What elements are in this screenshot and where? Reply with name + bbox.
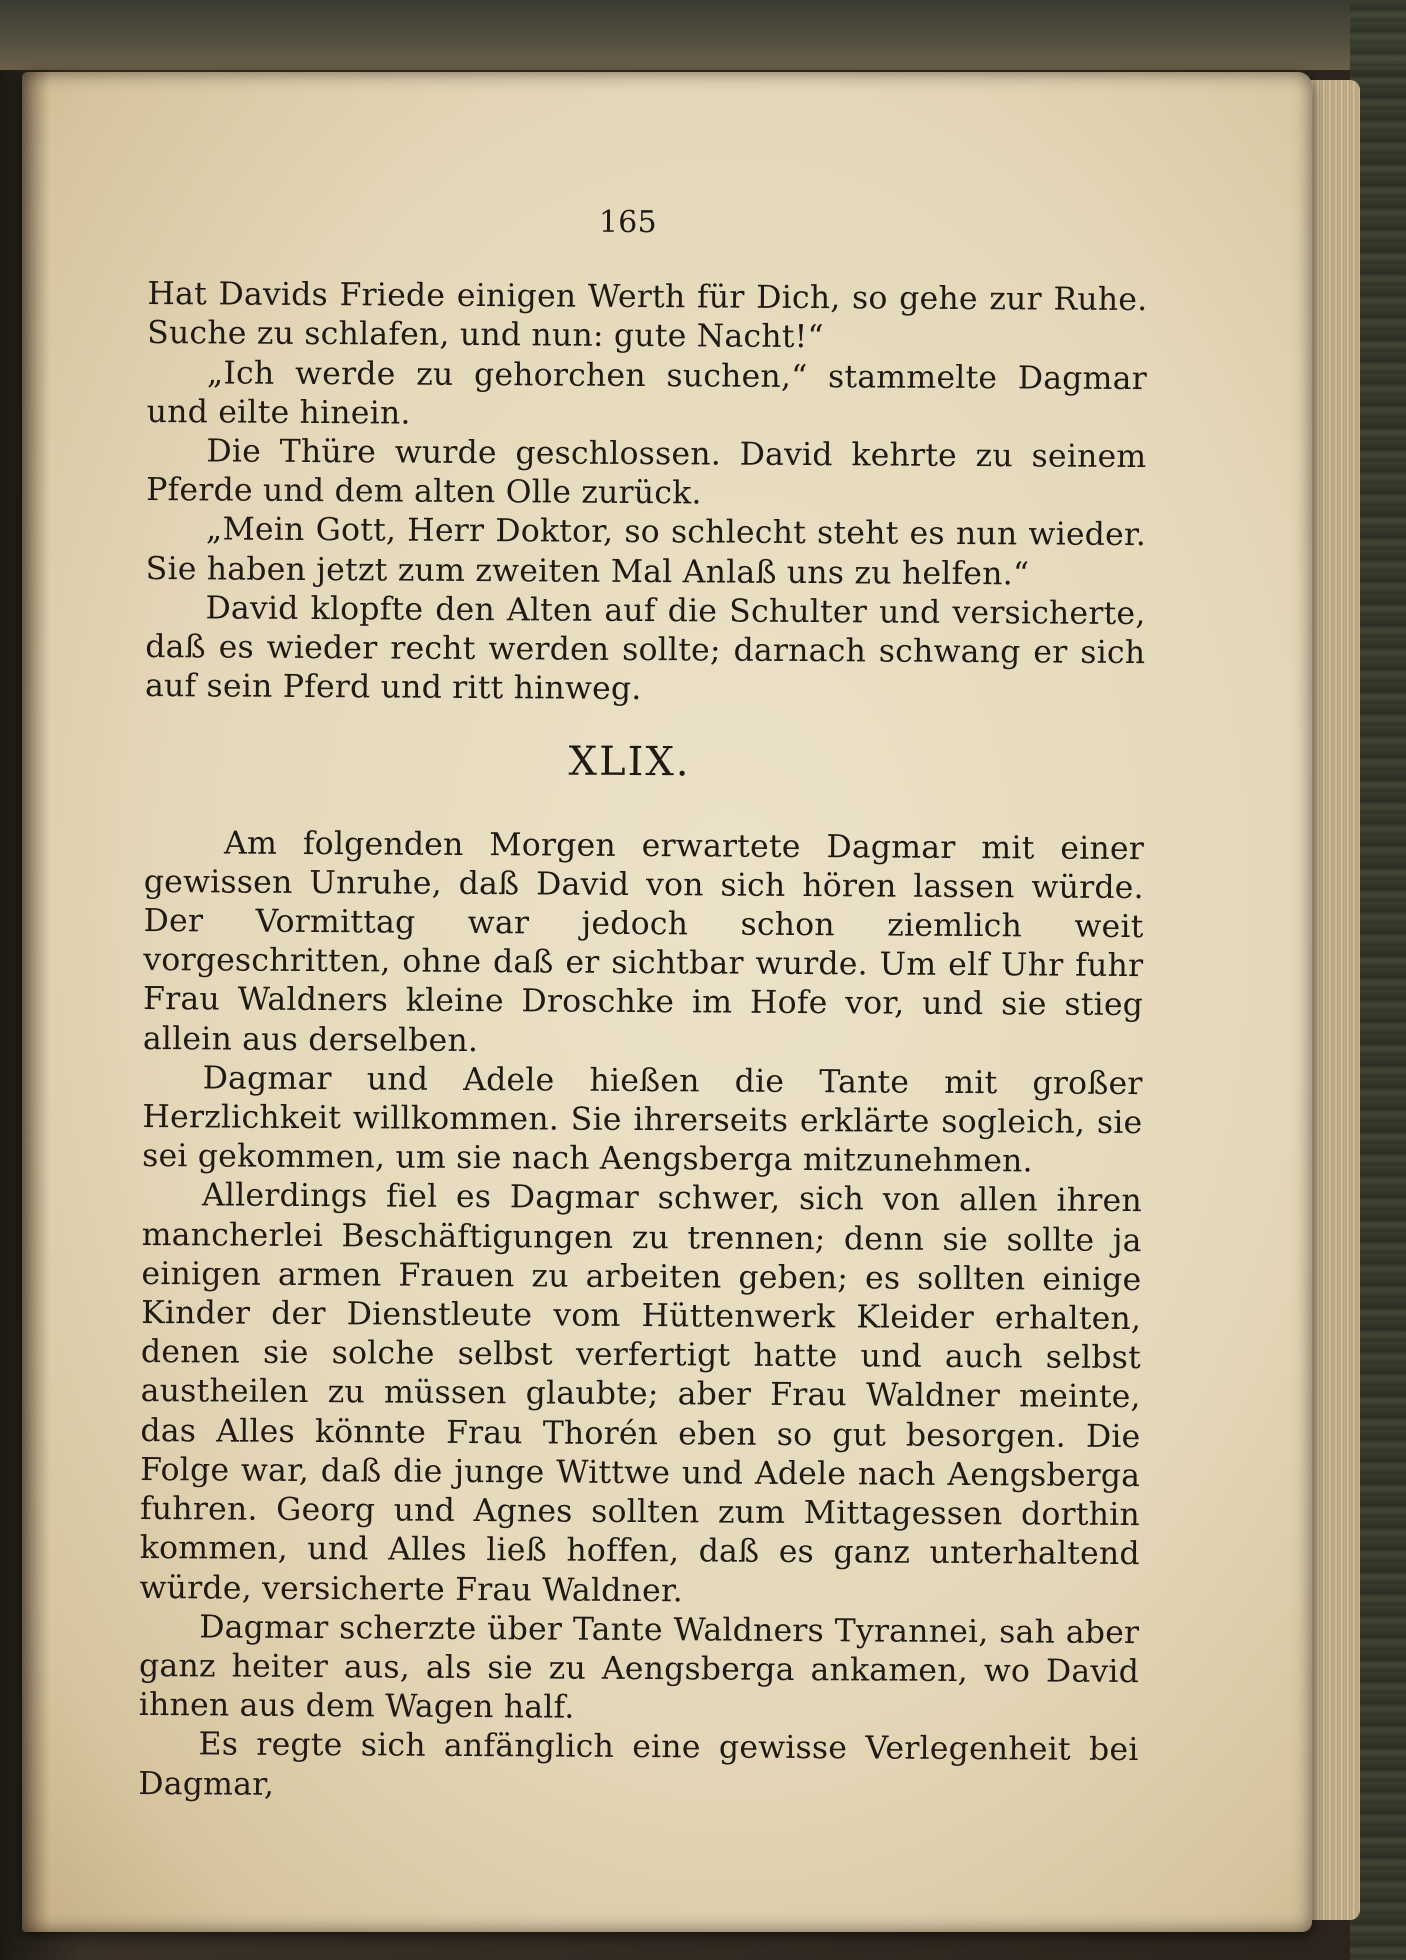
paragraph: Am folgenden Morgen erwartete Dagmar mit einer gewissen Unruhe, daß David von sich hören lassen würde. Der Vormittag war jedoch schon ziemlich weit vorgeschritten, ohne daß er sichtbar wurde. Um elf Uhr fuhr Frau Waldners kleine Droschke im Hofe vor, und sie stieg allein aus derselben. (142, 825, 1145, 1059)
page-gutter-shadow (22, 72, 50, 1932)
page-text (138, 200, 1148, 1810)
paragraph: Es regte sich anfänglich eine gewisse Verlegenheit bei Dagmar, (138, 1726, 1139, 1803)
page-number: 165 (598, 204, 657, 241)
paragraph: Dagmar scherzte über Tante Waldners Tyrannei, sah aber ganz heiter aus, als sie zu Aengsberga ankamen, wo David ihnen aus dem Wagen half. (138, 1609, 1140, 1726)
cover-top-edge (0, 0, 1406, 70)
paragraph: David klopfte den Alten auf die Schulter und versicherte, daß es wieder recht werden sollte; darnach schwang er sich auf sein Pferd und ritt hinweg. (144, 590, 1146, 708)
paragraph: „Mein Gott, Herr Doktor, so schlecht steht es nun wieder. Sie haben jetzt zum zweiten Mal Anlaß uns zu helfen.“ (145, 511, 1147, 593)
paragraph: Dagmar und Adele hießen die Tante mit großer Herzlichkeit willkommen. Sie ihrerseits erklärte sogleich, sie sei gekommen, um sie nach Aengsberga mitzunehmen. (142, 1060, 1143, 1180)
chapter-heading: XLIX. (568, 739, 691, 786)
paragraph: Allerdings fiel es Dagmar schwer, sich von allen ihren mancherlei Beschäftigungen zu trennen; denn sie sollte ja einigen armen Frauen zu arbeiten geben; es sollten einige Kinder der Dienstleute vom Hüttenwerk Kleider erhalten, denen sie solche selbst verfertigt hatte und auch selbst austheilen zu müssen glaubte; aber Frau Waldner meinte, das Alles könnte Frau Thorén eben so gut besorgen. Die Folge war, daß die junge Wittwe und Adele nach Aengsberga fuhren. Georg und Agnes sollten zum Mittagessen dorthin kommen, und Alles ließ hoffen, daß es ganz unterhaltend würde, versicherte Frau Waldner. (139, 1177, 1143, 1609)
paragraph: Hat Davids Friede einigen Werth für Dich, so gehe zur Ruhe. Suche zu schlafen, und nun: gute Nacht!“ (147, 276, 1148, 356)
paragraph: Die Thüre wurde geschlossen. David kehrte zu seinem Pferde und dem alten Olle zurück. (146, 433, 1147, 512)
paragraph: „Ich werde zu gehorchen suchen,“ stammelte Dagmar und eilte hinein. (146, 354, 1148, 432)
